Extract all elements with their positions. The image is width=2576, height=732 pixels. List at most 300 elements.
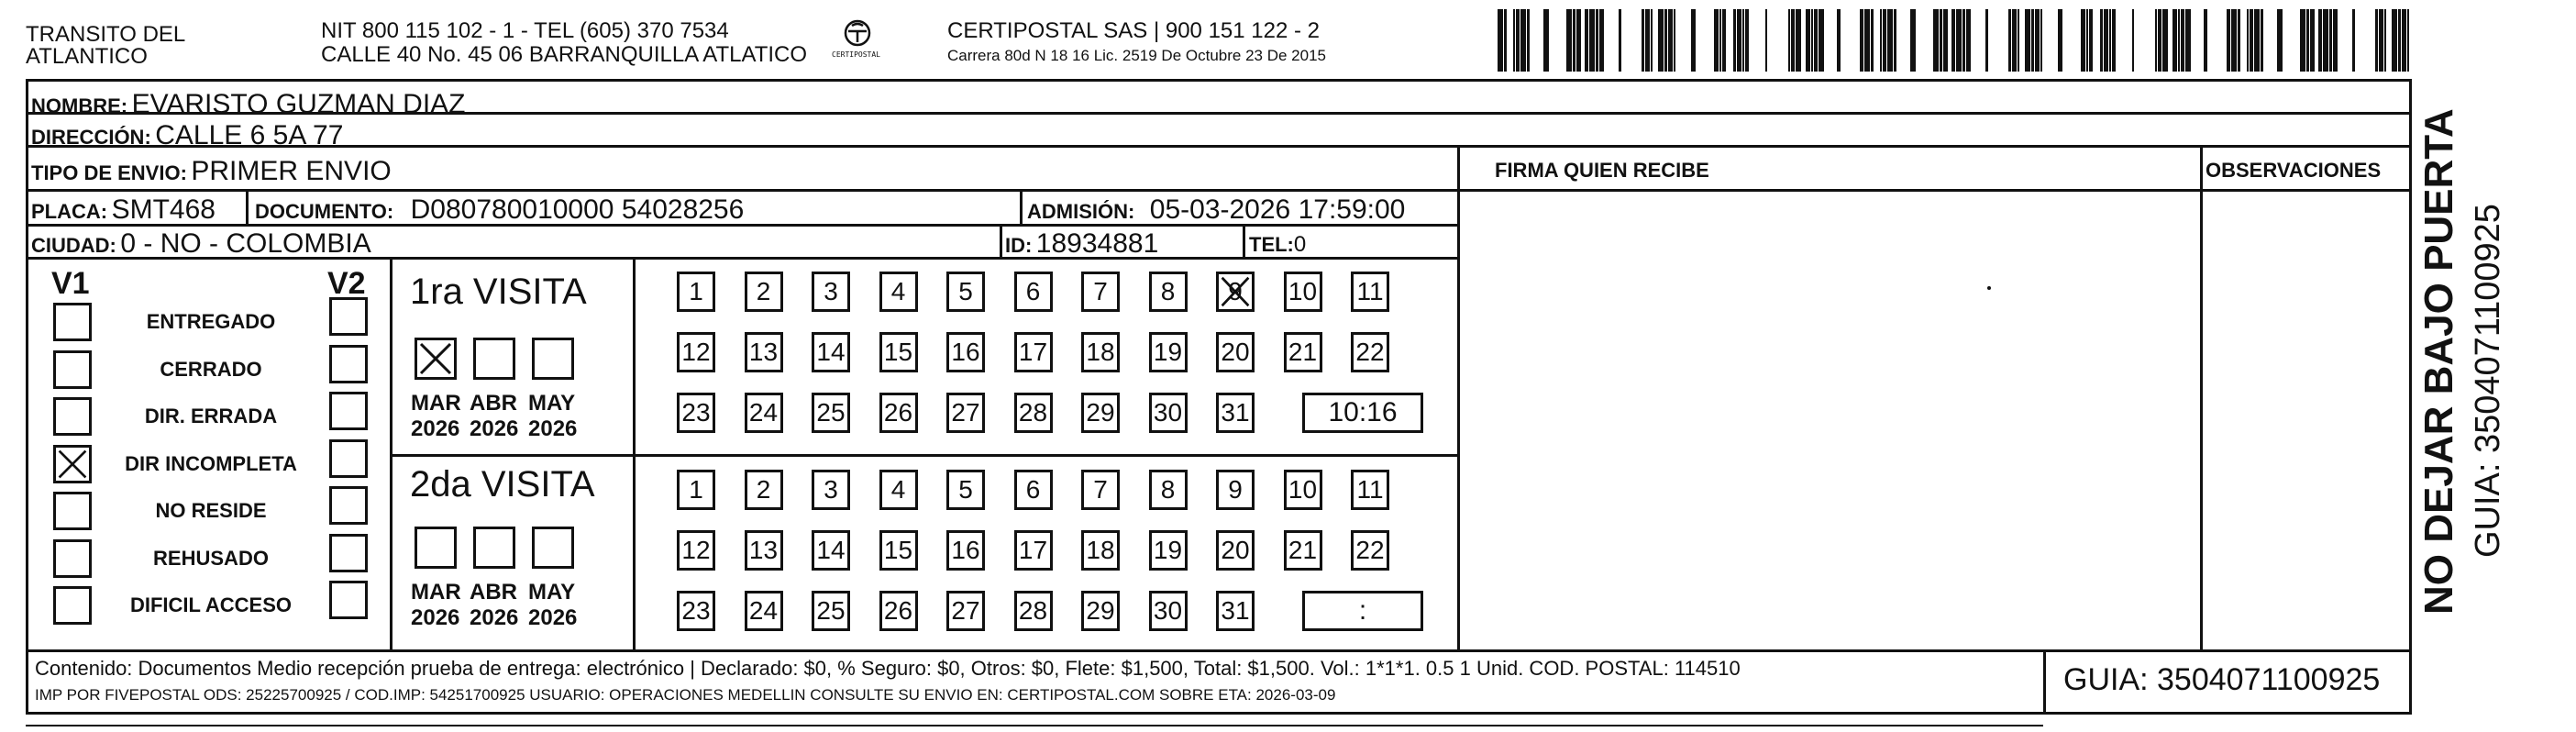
day-number: 26 (883, 398, 913, 427)
status-option-label: NO RESIDE (155, 499, 267, 522)
month-checkbox[interactable] (532, 338, 574, 380)
day-number: 5 (958, 277, 973, 305)
day-box[interactable] (812, 332, 850, 372)
barcode-bar (2318, 9, 2322, 72)
day-number: 10 (1288, 277, 1318, 305)
barcode-bar (1719, 9, 1721, 72)
tel-field (1249, 234, 1306, 256)
day-box[interactable] (1081, 332, 1120, 372)
day-box[interactable] (1014, 332, 1053, 372)
month-checkbox[interactable] (415, 527, 457, 569)
day-box[interactable] (745, 591, 783, 631)
barcode-bar (2162, 9, 2168, 72)
day-box[interactable] (946, 272, 985, 312)
day-box[interactable] (879, 591, 918, 631)
barcode-bar (2384, 9, 2386, 72)
day-number: 23 (681, 596, 711, 625)
day-box[interactable] (1351, 272, 1389, 312)
barcode-bar (1910, 9, 1916, 72)
barcode-bar (2227, 9, 2230, 72)
status-option-label: DIR INCOMPLETA (125, 451, 297, 475)
barcode-bar (1894, 9, 1896, 72)
barcode-bar (1814, 9, 1818, 72)
check-mark-icon (1219, 274, 1252, 309)
day-number: 9 (1228, 277, 1243, 305)
barcode-bar (2238, 9, 2240, 72)
day-box[interactable] (677, 393, 715, 433)
direccion-value: CALLE 6 5A 77 (155, 120, 344, 150)
day-box[interactable] (1216, 393, 1255, 433)
day-number: 25 (816, 398, 846, 427)
admision-value: 05-03-2026 17:59:00 (1149, 194, 1406, 225)
barcode-bar (2231, 9, 2237, 72)
day-number: 11 (1356, 475, 1384, 504)
day-box[interactable] (946, 591, 985, 631)
footer-print-line: IMP POR FIVEPOSTAL ODS: 25225700925 / COD.IMP: 54251700925 USUARIO: OPERACIONES MEDELLIN CONSULTE SU ENVIO EN: CERTIPOSTAL.COM SOBRE ETA: 2026-03-09 (35, 686, 1336, 704)
day-number: 11 (1356, 277, 1384, 305)
nombre-value: EVARISTO GUZMAN DIAZ (131, 89, 466, 119)
day-box[interactable] (1284, 272, 1322, 312)
barcode-bar (2031, 9, 2034, 72)
barcode-bar (1651, 9, 1653, 72)
day-number: 6 (1025, 277, 1041, 305)
barcode-bar (1765, 9, 1767, 72)
barcode-bar (1527, 9, 1530, 72)
day-box[interactable] (812, 591, 850, 631)
barcode-bar (2025, 9, 2030, 72)
org-name-line2: ATLANTICO (26, 44, 148, 69)
day-number: 27 (951, 596, 980, 625)
barcode-bar (1745, 9, 1749, 72)
barcode-bar (2181, 9, 2184, 72)
barcode-bar (2247, 9, 2249, 72)
day-number: 21 (1288, 338, 1318, 366)
barcode-bar (1674, 9, 1675, 72)
barcode-bar (1596, 9, 1598, 72)
barcode-bar (1742, 9, 1744, 72)
barcode-bar (1504, 9, 1507, 72)
barcode-bar (1883, 9, 1886, 72)
day-number: 17 (1018, 536, 1048, 564)
footer-guia: GUIA: 3504071100925 (2063, 662, 2381, 697)
day-box[interactable] (677, 591, 715, 631)
barcode-bar (2402, 9, 2406, 72)
day-number: 13 (748, 536, 779, 564)
nombre-label: NOMBRE: (31, 94, 128, 117)
id-field (1005, 230, 1158, 258)
day-box[interactable] (745, 530, 783, 571)
barcode-bar (1860, 9, 1863, 72)
certipostal-logo (830, 18, 885, 66)
barcode-bar (2323, 9, 2328, 72)
direccion-label: DIRECCIÓN: (31, 126, 151, 149)
day-box[interactable] (879, 530, 918, 571)
day-box[interactable] (1014, 530, 1053, 571)
day-number: 24 (748, 398, 779, 427)
barcode-bar (1498, 9, 1503, 72)
day-box[interactable] (946, 530, 985, 571)
barcode-bar (1691, 9, 1696, 72)
day-box[interactable] (677, 530, 715, 571)
day-number: 6 (1025, 475, 1041, 504)
side-guia: GUIA: 3504071100925 (2469, 204, 2507, 558)
day-box[interactable] (812, 470, 850, 510)
day-number: 19 (1153, 338, 1183, 366)
side-warning: NO DEJAR BAJO PUERTA (2416, 108, 2461, 615)
day-number: 8 (1160, 277, 1176, 305)
check-mark-icon (417, 340, 454, 377)
day-box[interactable] (1014, 591, 1053, 631)
nit-line: NIT 800 115 102 - 1 - TEL (605) 370 7534 (321, 18, 729, 43)
barcode-bar (1737, 9, 1741, 72)
day-box[interactable] (1081, 272, 1120, 312)
barcode-bar (2352, 9, 2355, 72)
admision-label: ADMISIÓN: (1027, 200, 1135, 223)
barcode-bar (1806, 9, 1810, 72)
day-number: 22 (1355, 536, 1385, 564)
barcode-bar (2035, 9, 2040, 72)
barcode-bar (1722, 9, 1726, 72)
barcode-bar (1811, 9, 1813, 72)
barcode-bar (2086, 9, 2088, 72)
month-checkbox[interactable] (473, 527, 515, 569)
visit-time-box[interactable]: : (1302, 591, 1423, 631)
barcode-bar (1837, 9, 1841, 72)
day-number: 14 (816, 338, 846, 366)
barcode-bar (1599, 9, 1604, 72)
day-number: 18 (1086, 338, 1115, 366)
barcode-bar (2100, 9, 2103, 72)
status-v2-checkbox[interactable] (329, 297, 368, 336)
day-box[interactable] (1351, 530, 1389, 571)
month-year-label: 2026 (528, 416, 578, 441)
barcode-bar (2306, 9, 2309, 72)
barcode-bar (2158, 9, 2161, 72)
day-number: 2 (756, 277, 771, 305)
barcode-bar (2407, 9, 2409, 72)
barcode-bar (1733, 9, 1736, 72)
barcode-bar (1585, 9, 1588, 72)
status-option-label: REHUSADO (153, 546, 269, 570)
status-v2-checkbox[interactable] (329, 345, 368, 383)
barcode-bar (2040, 9, 2042, 72)
day-box[interactable] (1149, 272, 1188, 312)
month-label: MAY (528, 580, 576, 604)
day-box[interactable] (745, 272, 783, 312)
barcode-bar (2109, 9, 2111, 72)
barcode-bar (1664, 9, 1667, 72)
barcode-bar (1645, 9, 1650, 72)
day-box[interactable] (812, 530, 850, 571)
barcode-bar (2018, 9, 2019, 72)
day-number: 16 (951, 338, 980, 366)
barcode-bar (2261, 9, 2263, 72)
day-number: 15 (883, 338, 913, 366)
day-box[interactable] (1284, 332, 1322, 372)
day-box[interactable] (946, 332, 985, 372)
day-box[interactable] (1014, 393, 1053, 433)
placa-field (31, 196, 216, 224)
id-value: 18934881 (1035, 228, 1159, 259)
day-number: 15 (883, 536, 913, 564)
address-line: CALLE 40 No. 45 06 BARRANQUILLA ATLATICO (321, 42, 808, 67)
day-box[interactable] (1351, 470, 1389, 510)
footer-content-line: Contenido: Documentos Medio recepción prueba de entrega: electrónico | Declarado: $0, % Seguro: $0, Otros: $0, Flete: $1,500, Total: $1,500. Vol.: 1*1*1. 0.5 1 Unid. COD. POSTAL: 114510 (35, 657, 1741, 680)
month-checkbox[interactable] (473, 338, 515, 380)
day-number: 31 (1221, 398, 1250, 427)
barcode-bar (2185, 9, 2191, 72)
status-option-label: CERRADO (160, 357, 262, 381)
day-box[interactable] (1284, 470, 1322, 510)
observaciones-column-header: OBSERVACIONES (2206, 159, 2382, 182)
day-box[interactable] (1216, 272, 1255, 312)
month-year-label: 2026 (411, 416, 460, 441)
day-number: 1 (689, 475, 703, 504)
barcode-bar (2250, 9, 2253, 72)
month-label: MAY (528, 391, 576, 416)
day-number: 30 (1153, 398, 1183, 427)
day-box[interactable] (677, 272, 715, 312)
barcode-bar (1943, 9, 1948, 72)
day-number: 22 (1355, 338, 1385, 366)
month-checkbox[interactable] (532, 527, 574, 569)
barcode-bar (1966, 9, 1971, 72)
status-v2-checkbox[interactable] (329, 534, 368, 572)
barcode-bar (2398, 9, 2401, 72)
id-label: ID: (1005, 234, 1033, 257)
barcode-bar (2008, 9, 2011, 72)
barcode-bar (1573, 9, 1575, 72)
day-box[interactable] (1216, 530, 1255, 571)
day-box[interactable] (812, 272, 850, 312)
status-v2-checkbox[interactable] (329, 581, 368, 619)
barcode-bar (1880, 9, 1882, 72)
day-number: 26 (883, 596, 913, 625)
day-box[interactable] (1351, 332, 1389, 372)
signature-mark (1987, 286, 1991, 290)
day-number: 3 (824, 277, 838, 305)
barcode-bar (2058, 9, 2062, 72)
barcode-bar (2112, 9, 2116, 72)
barcode-bar (1668, 9, 1673, 72)
day-number: 30 (1153, 596, 1183, 625)
visit2-title: 2da VISITA (410, 464, 595, 505)
nombre-field (31, 91, 466, 118)
day-box[interactable] (1081, 591, 1120, 631)
barcode-bar (1658, 9, 1664, 72)
documento-value: D080780010000 54028256 (410, 194, 745, 225)
barcode-bar (2155, 9, 2157, 72)
barcode-bar (2081, 9, 2085, 72)
barcode-bar (1933, 9, 1939, 72)
status-v2-checkbox[interactable] (329, 486, 368, 525)
barcode-bar (1951, 9, 1955, 72)
day-number: 4 (890, 277, 906, 305)
barcode-bar (2104, 9, 2108, 72)
day-number: 27 (951, 398, 980, 427)
license-line: Carrera 80d N 18 16 Lic. 2519 De Octubre 23 De 2015 (947, 47, 1326, 64)
day-number: 5 (958, 475, 973, 504)
visit-time-box[interactable]: 10:16 (1302, 393, 1423, 433)
day-box[interactable] (879, 470, 918, 510)
tipo-field (31, 158, 392, 185)
visit1-title: 1ra VISITA (410, 272, 587, 312)
courier-line: CERTIPOSTAL SAS | 900 151 122 - 2 (947, 18, 1320, 43)
day-box[interactable] (946, 393, 985, 433)
day-box[interactable] (677, 332, 715, 372)
day-number: 9 (1228, 475, 1243, 504)
firma-column-header: FIRMA QUIEN RECIBE (1495, 159, 1709, 182)
barcode-bar (2329, 9, 2332, 72)
day-box[interactable] (1216, 591, 1255, 631)
barcode-bar (2333, 9, 2338, 72)
day-box[interactable] (879, 332, 918, 372)
day-number: 20 (1221, 536, 1250, 564)
barcode-bar (2012, 9, 2017, 72)
v1-label: V1 (51, 266, 90, 301)
status-option-label: DIFICIL ACCESO (129, 593, 292, 616)
day-number: 4 (890, 475, 906, 504)
day-box[interactable] (1149, 591, 1188, 631)
month-label: MAR (411, 391, 461, 416)
barcode-bar (1642, 9, 1644, 72)
ciudad-value: 0 - NO - COLOMBIA (120, 228, 371, 259)
day-box[interactable] (1149, 530, 1188, 571)
month-label: ABR (470, 391, 517, 416)
barcode-bar (2204, 9, 2207, 72)
barcode-bar (1887, 9, 1893, 72)
day-box[interactable] (1216, 332, 1255, 372)
barcode-bar (1962, 9, 1965, 72)
day-number: 3 (824, 475, 838, 504)
day-number: 20 (1221, 338, 1250, 366)
day-number: 31 (1221, 596, 1250, 625)
day-number: 7 (1093, 277, 1108, 305)
month-year-label: 2026 (528, 605, 578, 630)
barcode-bar (1940, 9, 1942, 72)
barcode-bar (2379, 9, 2383, 72)
day-number: 29 (1086, 398, 1115, 427)
day-box[interactable] (879, 272, 918, 312)
barcode-bar (1520, 9, 1526, 72)
tel-value: 0 (1293, 232, 1307, 257)
barcode-bar (1714, 9, 1719, 72)
day-number: 14 (816, 536, 846, 564)
day-box[interactable] (1081, 393, 1120, 433)
month-checkbox[interactable] (415, 338, 457, 380)
barcode-bar (2254, 9, 2260, 72)
barcode-bar (1589, 9, 1595, 72)
month-label: MAR (411, 580, 461, 604)
day-number: 8 (1160, 475, 1176, 504)
day-box[interactable] (677, 470, 715, 510)
month-year-label: 2026 (470, 605, 519, 630)
documento-field (255, 196, 744, 224)
barcode-bar (2277, 9, 2283, 72)
day-number: 29 (1086, 596, 1115, 625)
month-year-label: 2026 (411, 605, 460, 630)
day-box[interactable] (1149, 393, 1188, 433)
day-box[interactable] (1014, 470, 1053, 510)
barcode-bar (2089, 9, 2093, 72)
barcode (1498, 9, 2415, 72)
barcode-bar (1788, 9, 1790, 72)
day-number: 12 (681, 536, 711, 564)
day-number: 28 (1018, 596, 1048, 625)
tipo-label: TIPO DE ENVIO: (31, 161, 187, 184)
barcode-bar (1543, 9, 1549, 72)
barcode-bar (1619, 9, 1621, 72)
barcode-bar (1513, 9, 1515, 72)
barcode-bar (1956, 9, 1962, 72)
day-box[interactable] (1216, 470, 1255, 510)
logo-text: CERTIPOSTAL (832, 50, 880, 59)
day-number: 17 (1018, 338, 1048, 366)
status-option-label: ENTREGADO (146, 310, 276, 333)
day-number: 23 (681, 398, 711, 427)
documento-label: DOCUMENTO: (255, 200, 394, 223)
status-option-label: DIR. ERRADA (144, 405, 278, 427)
direccion-field (31, 122, 343, 150)
barcode-bar (1819, 9, 1824, 72)
barcode-bar (1566, 9, 1572, 72)
barcode-bar (2132, 9, 2134, 72)
barcode-bar (1576, 9, 1581, 72)
status-v2-checkbox[interactable] (329, 392, 368, 430)
day-number: 28 (1018, 398, 1048, 427)
ciudad-label: CIUDAD: (31, 234, 116, 257)
day-box[interactable] (1149, 470, 1188, 510)
day-number: 1 (689, 277, 703, 305)
day-number: 12 (681, 338, 711, 366)
day-number: 10 (1288, 475, 1318, 504)
barcode-bar (2178, 9, 2180, 72)
day-box[interactable] (1081, 470, 1120, 510)
ciudad-field (31, 230, 371, 258)
barcode-bar (1864, 9, 1870, 72)
barcode-bar (2392, 9, 2397, 72)
day-number: 18 (1086, 536, 1115, 564)
day-box[interactable] (1081, 530, 1120, 571)
month-year-label: 2026 (470, 416, 519, 441)
day-number: 16 (951, 536, 980, 564)
tel-label: TEL: (1249, 233, 1294, 256)
day-number: 25 (816, 596, 846, 625)
day-box[interactable] (1014, 272, 1053, 312)
day-box[interactable] (812, 393, 850, 433)
day-box[interactable] (946, 470, 985, 510)
day-box[interactable] (1149, 332, 1188, 372)
day-number: 2 (756, 475, 771, 504)
barcode-bar (1791, 9, 1795, 72)
day-box[interactable] (745, 393, 783, 433)
month-label: ABR (470, 580, 517, 604)
day-box[interactable] (879, 393, 918, 433)
barcode-bar (1985, 9, 1988, 72)
day-box[interactable] (745, 470, 783, 510)
day-box[interactable] (1284, 530, 1322, 571)
barcode-bar (2172, 9, 2177, 72)
day-number: 24 (748, 596, 779, 625)
v2-label: V2 (327, 266, 366, 301)
day-box[interactable] (745, 332, 783, 372)
placa-value: SMT468 (111, 194, 216, 225)
day-number: 13 (748, 338, 779, 366)
barcode-bar (2310, 9, 2315, 72)
tipo-value: PRIMER ENVIO (191, 156, 392, 186)
status-v2-checkbox[interactable] (329, 439, 368, 478)
placa-label: PLACA: (31, 200, 108, 223)
